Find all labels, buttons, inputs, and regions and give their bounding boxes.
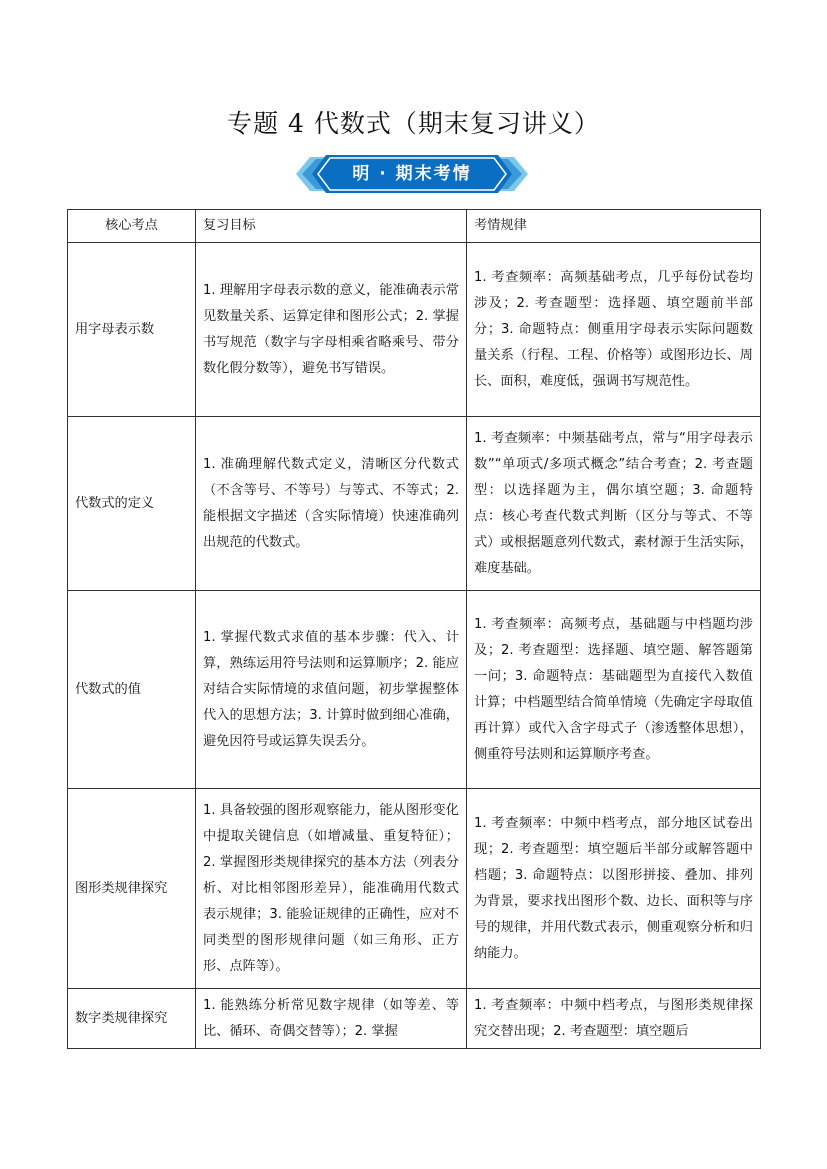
header-review-goal: 复习目标	[196, 210, 467, 243]
table-row	[68, 417, 761, 591]
row-goal: 1. 能熟练分析常见数字规律（如等差、等比、循环、奇偶交替等）；2. 掌握	[203, 997, 459, 1039]
row-pattern-cell	[467, 989, 761, 1049]
row-pattern: 1. 考查频率：中频基础考点，常与“用字母表示数”“单项式/多项式概念”结合考查；2. 考查题型：以选择题为主，偶尔填空题；3. 命题特点：核心考查代数式判断（区分与等式、不等式）或根据题意列代数式，素材源于生活实际，难度基础。	[467, 417, 761, 591]
row-topic: 代数式的定义	[68, 417, 196, 591]
table-row	[68, 243, 761, 417]
row-pattern: 1. 考查频率：中频中档考点，与图形类规律探究交替出现；2. 考查题型：填空题后	[474, 997, 753, 1039]
header-exam-pattern: 考情规律	[467, 210, 761, 243]
row-pattern: 1. 考查频率：高频基础考点，几乎每份试卷均涉及；2. 考查题型：选择题、填空题前半部分；3. 命题特点：侧重用字母表示实际问题数量关系（行程、工程、价格等）或图形边长、周长、面积，难度低，强调书写规范性。	[467, 243, 761, 417]
row-pattern: 1. 考查频率：中频中档考点，部分地区试卷出现；2. 考查题型：填空题后半部分或解答题中档题；3. 命题特点：以图形拼接、叠加、排列为背景，要求找出图形个数、边长、面积等与序号的规律，并用代数式表示，侧重观察分析和归纳能力。	[467, 789, 761, 989]
table-header-row	[68, 210, 761, 243]
table-row	[68, 591, 761, 789]
row-goal: 1. 准确理解代数式定义，清晰区分代数式（不含等号、不等号）与等式、不等式；2. 能根据文字描述（含实际情境）快速准确列出规范的代数式。	[196, 417, 467, 591]
page-title: 专题 4 代数式（期末复习讲义）	[227, 109, 600, 138]
row-goal: 1. 理解用字母表示数的意义，能准确表示常见数量关系、运算定律和图形公式；2. 掌握书写规范（数字与字母相乘省略乘号、带分数化假分数等），避免书写错误。	[196, 243, 467, 417]
row-topic: 数字类规律探究	[68, 989, 196, 1049]
section-banner	[296, 153, 528, 195]
row-topic: 图形类规律探究	[68, 789, 196, 989]
row-goal-cell	[196, 989, 467, 1049]
table-row	[68, 989, 761, 1049]
row-topic: 代数式的值	[68, 591, 196, 789]
review-table	[67, 209, 761, 1049]
header-core-topic: 核心考点	[68, 210, 196, 243]
row-goal: 1. 具备较强的图形观察能力，能从图形变化中提取关键信息（如增减量、重复特征）；2. 掌握图形类规律探究的基本方法（列表分析、对比相邻图形差异），能准确用代数式表示规律；3. 能验证规律的正确性，应对不同类型的图形规律问题（如三角形、正方形、点阵等）。	[196, 789, 467, 989]
table-row	[68, 789, 761, 989]
row-pattern: 1. 考查频率：高频考点，基础题与中档题均涉及；2. 考查题型：选择题、填空题、解答题第一问；3. 命题特点：基础题型为直接代入数值计算；中档题型结合简单情境（先确定字母取值再计算）或代入含字母式子（渗透整体思想），侧重符号法则和运算顺序考查。	[467, 591, 761, 789]
row-topic: 用字母表示数	[68, 243, 196, 417]
row-goal: 1. 掌握代数式求值的基本步骤：代入、计算，熟练运用符号法则和运算顺序；2. 能应对结合实际情境的求值问题，初步掌握整体代入的思想方法；3. 计算时做到细心准确，避免因符号或运算失误丢分。	[196, 591, 467, 789]
banner-label: 明 · 期末考情	[352, 164, 472, 184]
